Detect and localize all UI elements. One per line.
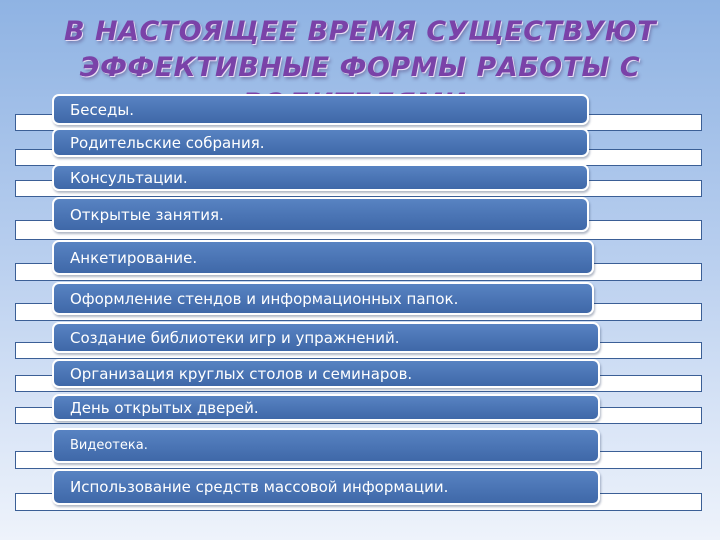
list-item-bar: Создание библиотеки игр и упражнений. [52, 322, 600, 353]
slide-title-line-1: В НАСТОЯЩЕЕ ВРЕМЯ СУЩЕСТВУЮТ [63, 16, 656, 47]
slide-title-line-2: ЭФФЕКТИВНЫЕ ФОРМЫ РАБОТЫ С [79, 52, 641, 83]
list-item-bar: Оформление стендов и информационных папок. [52, 282, 594, 315]
list-item-bar: Беседы. [52, 94, 589, 125]
list-item-bar: Видеотека. [52, 428, 600, 463]
list-item-bar: Открытые занятия. [52, 197, 589, 232]
list-item-bar: Анкетирование. [52, 240, 594, 275]
list-item-bar: Использование средств массовой информации. [52, 469, 600, 505]
list-item-bar: Организация круглых столов и семинаров. [52, 359, 600, 388]
list-item-bar: Родительские собрания. [52, 128, 589, 157]
list-item-bar: День открытых дверей. [52, 394, 600, 421]
list-item-bar: Консультации. [52, 164, 589, 191]
